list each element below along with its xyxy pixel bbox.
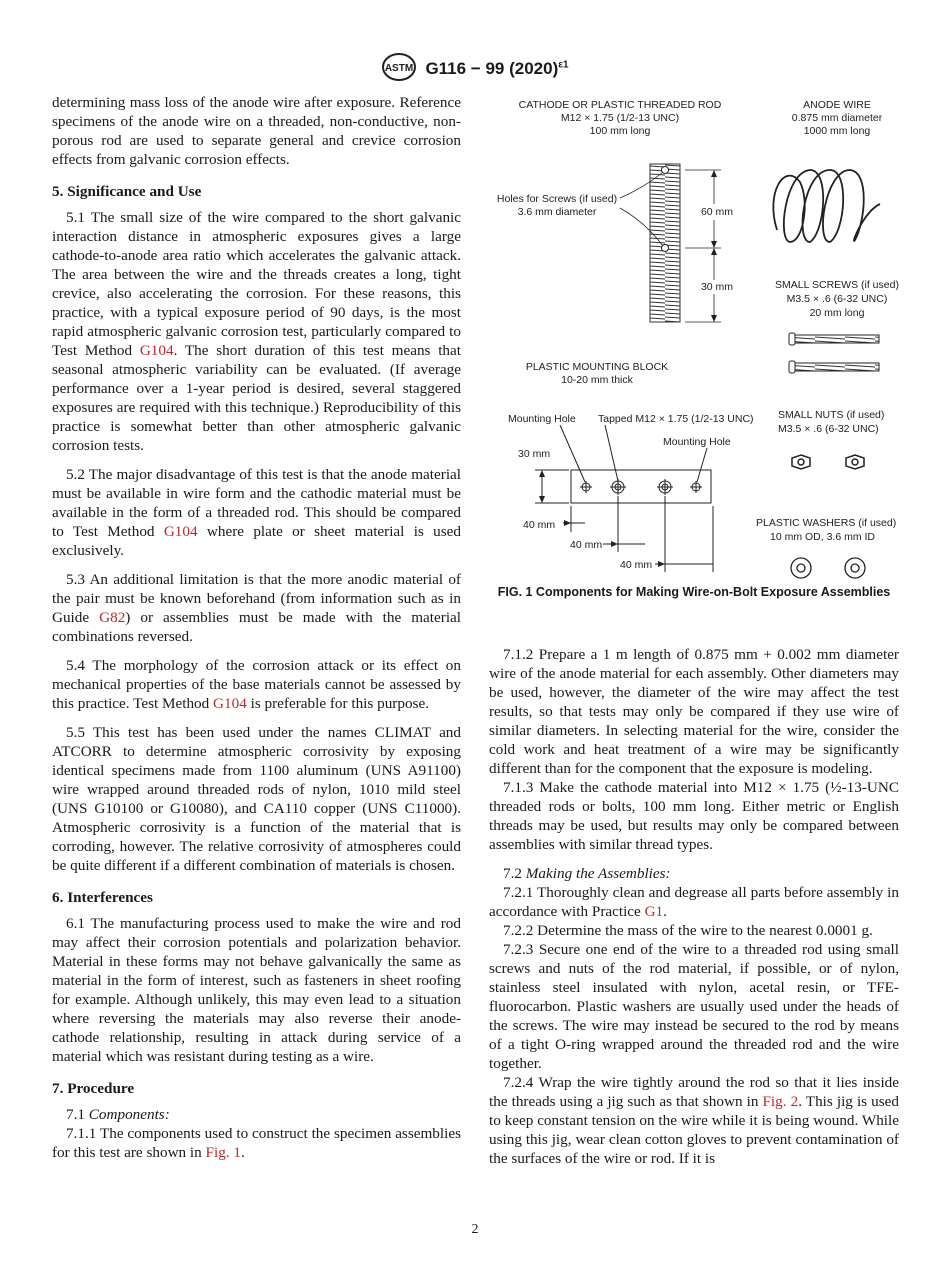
threaded-rod xyxy=(650,164,680,322)
dim-60mm: 60 mm xyxy=(700,206,734,218)
paragraph-5-1: 5.1 The small size of the wire compared to the short galvanic interaction distance in atmospheric exposures gives a large cathode-to-anode area ratio which accelerates the galvanic attack. The area between the wire and the threads creates a long, tight crevice, also accelerating the corrosion. For these reasons, this practice, with a typical exposure period of 90 days, is the most rapid atmospheric galvanic corrosion test, particularly compared to Test Method G104. The short duration of this test means that seasonal atmospheric variability can be evaluated. (If average performance over a 1-year period is desired, several staggered exposures are required with this technique.) Reproducibility of this practice is somewhat better than other atmospheric galvanic corrosion tests. xyxy=(52,209,461,454)
link-g1[interactable]: G1 xyxy=(644,903,664,920)
link-fig-2[interactable]: Fig. 2 xyxy=(762,1093,799,1110)
figure-1-caption: FIG. 1 Components for Making Wire-on-Bolt Exposure Assemblies xyxy=(497,585,891,599)
paragraph-5-4: 5.4 The morphology of the corrosion attack or its effect on mechanical properties of the base materials cannot be assessed by this practice. Test Method G104 is preferable for this purpose. xyxy=(52,657,461,712)
section-7-heading: 7. Procedure xyxy=(52,1080,135,1097)
wire-label-1: ANODE WIRE xyxy=(803,99,871,111)
wire-label-2: 0.875 mm diameter xyxy=(791,112,883,124)
paragraph-7-2-4: 7.2.4 Wrap the wire tightly around the rod so that it lies inside the threads using a jig such as that shown in Fig. 2. This jig is used to keep constant tension on the wire while it is being wound. While using this jig, wear clean cotton gloves to prevent contamination of the surfaces of the wire or rod. If it is xyxy=(489,1074,899,1167)
link-g104[interactable]: G104 xyxy=(213,695,247,712)
screws-label-1: SMALL SCREWS (if used) xyxy=(775,279,899,291)
screws-label-3: 20 mm long xyxy=(809,307,865,319)
holes-label-2: 3.6 mm diameter xyxy=(517,206,597,218)
dim-30mm: 30 mm xyxy=(700,281,734,293)
standard-designation: G116 − 99 (2020) xyxy=(425,58,559,78)
screw-bottom xyxy=(789,361,879,373)
rod-label-1: CATHODE OR PLASTIC THREADED ROD xyxy=(518,99,722,111)
link-g104[interactable]: G104 xyxy=(163,523,198,540)
washers-label-2: 10 mm OD, 3.6 mm ID xyxy=(770,531,876,543)
block-dim-30mm: 30 mm xyxy=(518,448,551,460)
svg-text:ASTM: ASTM xyxy=(385,63,414,74)
paragraph-5-3: 5.3 An additional limitation is that the more anodic material of the pair must be known beforehand (from information such as in Guide G82) or assemblies must be made with the material combinations reversed. xyxy=(52,571,461,645)
paragraph-7-2-3: 7.2.3 Secure one end of the wire to a threaded rod using small screws and nuts of the rod material, if possible, or of nylon, stainless steel insulated with nylon, acetal resin, or TFE-fluorocarbon. Plastic washers are usually used under the heads of the screws. The wire may instead be secured to the rod by means of a tight O-ring wrapped around the threaded rod and the wire together. xyxy=(489,941,899,1072)
tapped-label: Tapped M12 × 1.75 (1/2-13 UNC) xyxy=(598,413,754,425)
paragraph-6-1: 6.1 The manufacturing process used to make the wire and rod may affect their corrosion potentials and polarization behavior. Material in these forms may not behave galvanically the same as material in the form of interest, such as fasteners in sheet roofing for example. Although unlikely, this may even lead to a situation where reversing the materials may also reverse their anode-cathode relationship, resulting in attack during service of a material which was resistant during testing as a wire. xyxy=(52,915,461,1065)
intro-paragraph: determining mass loss of the anode wire after exposure. Reference specimens of the anode wire on a threaded, non-conductive, non-porous rod are used to separate general and crevice corrosion effects from galvanic corrosion effects. xyxy=(52,94,461,168)
mounting-hole-label-2: Mounting Hole xyxy=(663,436,731,448)
screws-label-2: M3.5 × .6 (6-32 UNC) xyxy=(786,293,888,305)
washers-label-1: PLASTIC WASHERS (if used) xyxy=(756,517,897,529)
paragraph-7-2-1: 7.2.1 Thoroughly clean and degrease all parts before assembly in accordance with Practice G1. xyxy=(489,884,899,920)
paragraph-7-1-3: 7.1.3 Make the cathode material into M12 × 1.75 (½-13-UNC threaded rods or bolts, 100 mm long. Either metric or English threads may be used, but results may only be compared between assemblies with similar thread types. xyxy=(489,779,899,853)
epsilon-superscript: ε1 xyxy=(558,59,569,71)
link-g104[interactable]: G104 xyxy=(139,342,174,359)
anode-wire-coil xyxy=(773,170,880,242)
washer-icon xyxy=(791,558,811,578)
mounting-hole-label: Mounting Hole xyxy=(508,413,576,425)
paragraph-7-2: 7.2 Making the Assemblies: xyxy=(503,865,671,882)
paragraph-7-1-1: 7.1.1 The components used to construct the specimen assemblies for this test are shown in Fig. 1. xyxy=(52,1125,461,1161)
astm-logo-icon xyxy=(381,52,417,87)
nuts-label-2: M3.5 × .6 (6-32 UNC) xyxy=(778,423,879,435)
block-dim-40mm-b: 40 mm xyxy=(570,539,603,551)
block-dim-40mm-a: 40 mm xyxy=(523,519,556,531)
block-label-2: 10-20 mm thick xyxy=(561,374,633,386)
paragraph-5-2: 5.2 The major disadvantage of this test is that the anode material must be available in wire form and the cathodic material must be available in the form of a threaded rod. This should be compared to Test Method G104 where plate or sheet material is used exclusively. xyxy=(52,466,461,559)
left-column xyxy=(52,93,461,1162)
page-header xyxy=(0,52,950,87)
paragraph-7-2-2: 7.2.2 Determine the mass of the wire to the nearest 0.0001 g. xyxy=(503,922,873,939)
link-fig-1[interactable]: Fig. 1 xyxy=(205,1144,241,1161)
nuts-label-1: SMALL NUTS (if used) xyxy=(778,409,885,421)
right-column xyxy=(489,645,899,1168)
paragraph-7-1-2: 7.1.2 Prepare a 1 m length of 0.875 mm + 0.002 mm diameter wire of the anode material for each assembly. Other diameters may be used, however, the diameter of the wire may affect the test results, so that tests may only be compared if they use wire of similar diameters. In selecting material for the wire, consider the cold work and heat treatment of a wire may be significantly different than for the component that the exposure is modeling. xyxy=(489,646,899,777)
figure-1 xyxy=(485,92,905,622)
section-5-heading: 5. Significance and Use xyxy=(52,183,202,200)
holes-label-1: Holes for Screws (if used) xyxy=(496,193,618,205)
block-label-1: PLASTIC MOUNTING BLOCK xyxy=(525,361,669,373)
block-dim-40mm-c: 40 mm xyxy=(620,559,653,571)
paragraph-7-1: 7.1 Components: xyxy=(66,1106,170,1123)
page-number: 2 xyxy=(471,1222,479,1237)
wire-label-3: 1000 mm long xyxy=(803,125,871,137)
paragraph-5-5: 5.5 This test has been used under the names CLIMAT and ATCORR to determine atmospheric corrosivity by exposing identical specimens made from 1100 aluminum (UNS A91100) wire wrapped around threaded rods of nylon, 1010 mild steel (UNS G10100 or G10080), and CA110 copper (UNS C11000). Atmospheric corrosivity is a function of the material that is corroding, however. The relative corrosivity of atmospheres could be quite different if a different combination of materials is chosen. xyxy=(52,724,461,874)
section-6-heading: 6. Interferences xyxy=(52,889,153,906)
rod-label-2: M12 × 1.75 (1/2-13 UNC) xyxy=(560,112,680,124)
rod-label-3: 100 mm long xyxy=(589,125,651,137)
screw-top xyxy=(789,333,879,345)
link-g82[interactable]: G82 xyxy=(99,609,126,626)
washer-icon xyxy=(845,558,865,578)
